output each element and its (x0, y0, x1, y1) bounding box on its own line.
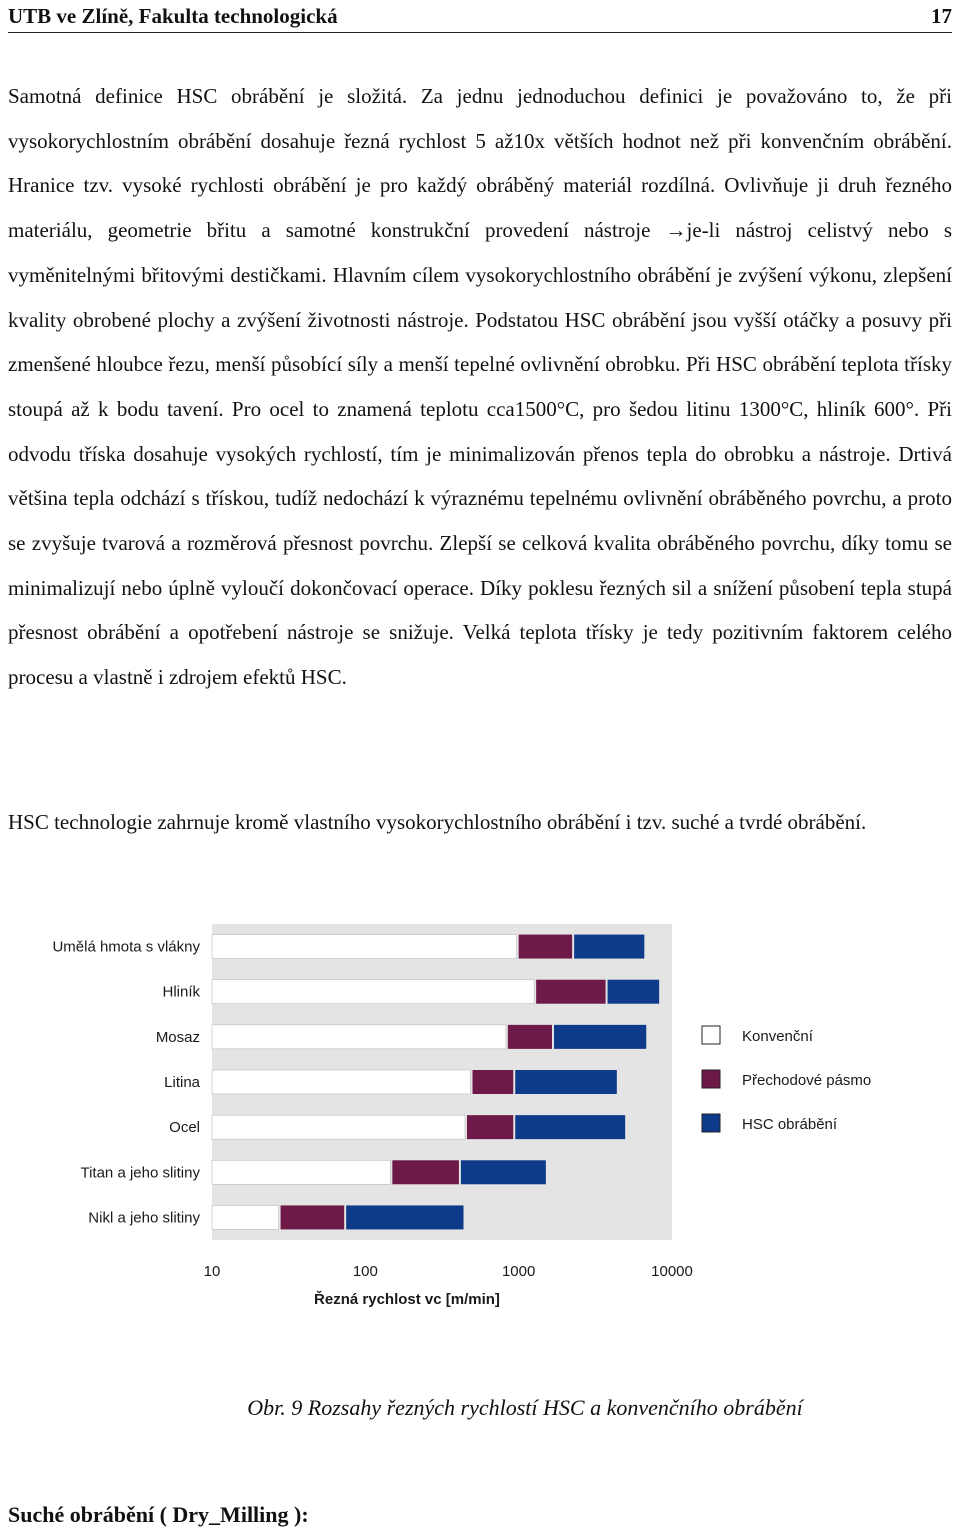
x-tick-label: 100 (352, 1263, 378, 1280)
bar-segment (212, 1115, 465, 1139)
cutting-speed-chart (32, 918, 932, 1318)
bar-segment (519, 935, 572, 959)
bar-segment (515, 1070, 617, 1094)
category-label: Ocel (169, 1119, 200, 1137)
bar-segment (212, 980, 534, 1004)
legend-swatch (702, 1026, 720, 1044)
x-axis-label: Řezná rychlost vc [m/min] (314, 1291, 500, 1308)
body-paragraph-2: HSC technologie zahrnuje kromě vlastního vysokorychlostního obrábění i tzv. suché a tvrdé obrábění. (8, 810, 867, 834)
bar-segment (212, 1205, 279, 1229)
bar-segment (554, 1025, 646, 1049)
figure-caption: Obr. 9 Rozsahy řezných rychlostí HSC a konvenčního obrábění (247, 1395, 803, 1420)
category-label: Umělá hmota s vlákny (52, 938, 200, 956)
bar-segment (212, 1160, 390, 1184)
bar-segment (212, 1025, 506, 1049)
bar-segment (346, 1205, 463, 1229)
bar-segment (392, 1160, 459, 1184)
bar-segment (467, 1115, 513, 1139)
bar-segment (536, 980, 605, 1004)
section-title: Suché obrábění ( Dry_Milling ): (8, 1502, 309, 1527)
bar-segment (508, 1025, 552, 1049)
bar-segment (608, 980, 660, 1004)
bar-segment (212, 935, 517, 959)
bar-segment (281, 1205, 345, 1229)
legend-label: Přechodové pásmo (742, 1072, 872, 1089)
legend-swatch (702, 1070, 720, 1088)
page-header (8, 0, 952, 33)
header-title: UTB ve Zlíně, Fakulta technologická (8, 3, 338, 28)
chart-svg (32, 918, 932, 1318)
category-label: Titan a jeho slitiny (80, 1164, 200, 1182)
bar-segment (461, 1160, 546, 1184)
x-tick-label: 10000 (651, 1263, 693, 1280)
bar-segment (574, 935, 644, 959)
category-label: Hliník (162, 983, 200, 1001)
bar-segment (473, 1070, 514, 1094)
category-label: Litina (164, 1074, 200, 1091)
bar-segment (212, 1070, 471, 1094)
legend-label: Konvenční (742, 1028, 813, 1045)
x-tick-label: 10 (203, 1263, 221, 1280)
bar-segment (515, 1115, 625, 1139)
legend-label: HSC obrábění (742, 1116, 838, 1133)
page-number: 17 (931, 3, 952, 28)
category-label: Nikl a jeho slitiny (88, 1209, 200, 1227)
x-tick-label: 1000 (501, 1263, 536, 1280)
legend-swatch (702, 1114, 720, 1132)
category-label: Mosaz (155, 1028, 200, 1046)
body-paragraph-1: Samotná definice HSC obrábění je složitá. Za jednu jednoduchou definici je považováno to, že při vysokorychlostním obrábění dosahuje řezná rychlost 5 až10x větších hodnot než při konvenčním obrábění. Hranice tzv. vysoké rychlosti obrábění je pro každý obráběný materiál rozdílná. Ovlivňuje ji druh řezného materiálu, geometrie břitu a samotné konstrukční provedení nástroje →je-li nástroj celistvý nebo s vyměnitelnými břitovými destičkami. Hlavním cílem vysokorychlostního obrábění je zvýšení výkonu, zlepšení kvality obrobené plochy a zvýšení životnosti nástroje. Podstatou HSC obrábění jsou vyšší otáčky a posuvy při zmenšené hloubce řezu, menší působící síly a menší tepelné ovlivnění obrobku. Při HSC obrábění teplota třísky stoupá až k bodu tavení. Pro ocel to znamená teplotu cca1500°C, pro šedou litinu 1300°C, hliník 600°. Při odvodu tříska dosahuje vysokých rychlostí, tím je minimalizován přenos tepla do obrobku a nástroje. Drtivá většina tepla odchází s třískou, tudíž nedochází k výraznému tepelnému ovlivnění obráběného povrchu, a proto se zvyšuje tvarová a rozměrová přesnost povrchu. Zlepší se celková kvalita obráběného povrchu, díky tomu se minimalizují nebo úplně vyloučí dokončovací operace. Díky poklesu řezných sil a snížení působení tepla stupá přesnost obrábění a opotřebení nástroje se snižuje. Velká teplota třísky je tedy pozitivním faktorem celého procesu a vlastně i zdrojem efektů HSC. (8, 84, 952, 690)
